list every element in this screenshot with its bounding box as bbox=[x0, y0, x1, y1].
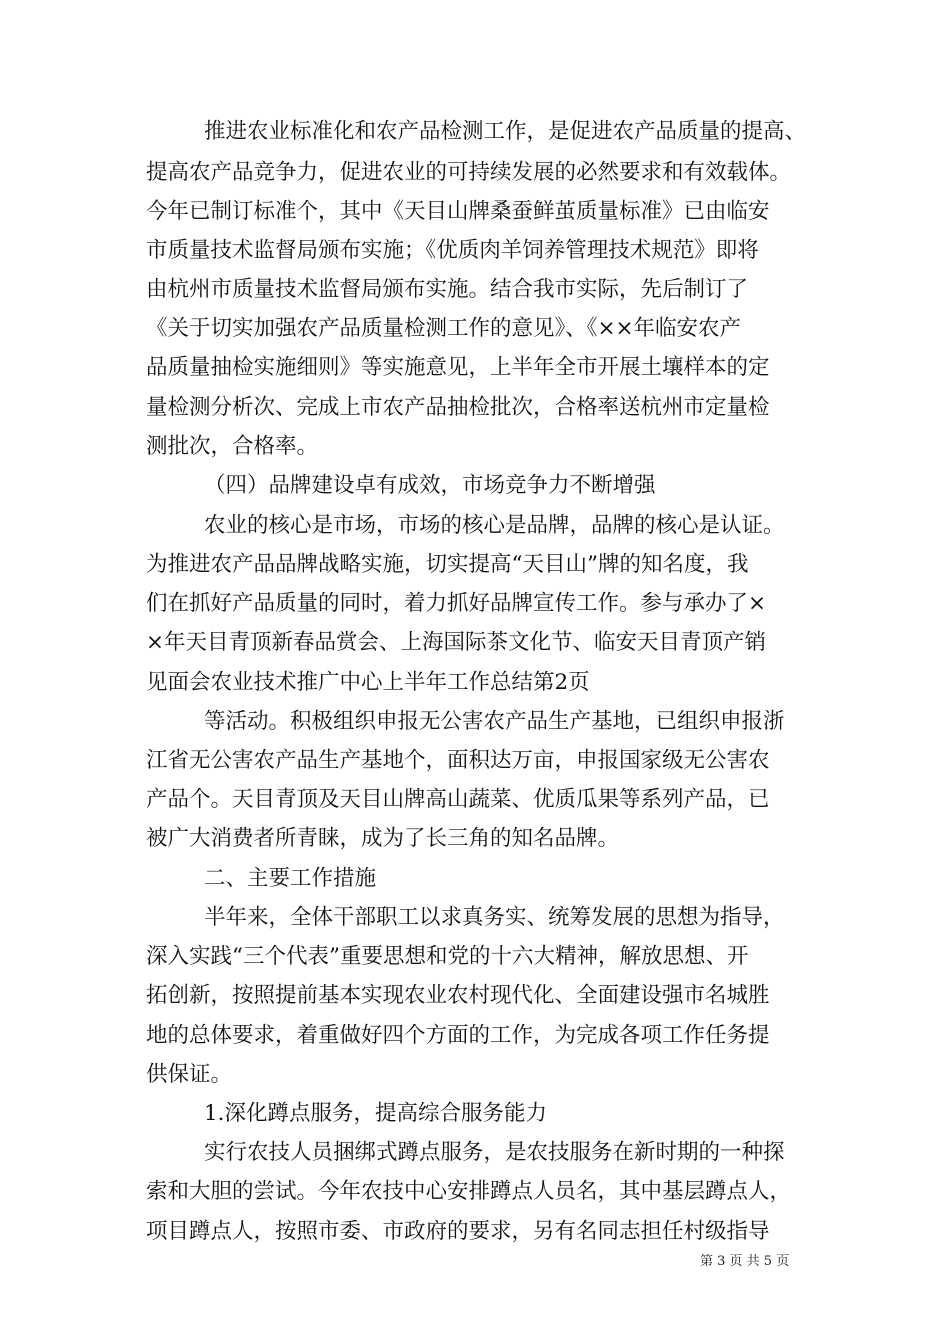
paragraph-line: 测批次，合格率。 bbox=[146, 434, 319, 459]
paragraph-line: 《关于切实加强农产品质量检测工作的意见》、《××年临安农产 bbox=[146, 316, 742, 341]
paragraph-line: 推进农业标准化和农产品检测工作，是促进农产品质量的提高、 bbox=[204, 119, 807, 144]
paragraph-line: 半年来，全体干部职工以求真务实、统筹发展的思想为指导， bbox=[204, 905, 785, 930]
paragraph-line: 们在抓好产品质量的同时，着力抓好品牌宣传工作。参与承办了× bbox=[146, 591, 767, 616]
paragraph-line: 市质量技术监督局颁布实施；《优质肉羊饲养管理技术规范》即将 bbox=[146, 238, 759, 263]
paragraph-line: 实行农技人员捆绑式蹲点服务，是农技服务在新时期的一种探 bbox=[204, 1140, 785, 1165]
paragraph-line: 农业的核心是市场，市场的核心是品牌，品牌的核心是认证。 bbox=[204, 513, 785, 538]
section-heading: （四）品牌建设卓有成效，市场竞争力不断增强 bbox=[204, 473, 656, 498]
paragraph-line: 索和大胆的尝试。今年农技中心安排蹲点人员名，其中基层蹲点人， bbox=[146, 1179, 792, 1204]
section-heading: 1.深化蹲点服务，提高综合服务能力 bbox=[204, 1101, 548, 1126]
paragraph-line: ×年天目青顶新春品赏会、上海国际茶文化节、临安天目青顶产销 bbox=[146, 630, 767, 655]
paragraph-line: 提高农产品竞争力，促进农业的可持续发展的必然要求和有效载体。 bbox=[146, 160, 792, 185]
paragraph-line: 量检测分析次、完成上市农产品抽检批次，合格率送杭州市定量检 bbox=[146, 395, 770, 420]
paragraph-line: 地的总体要求，着重做好四个方面的工作，为完成各项工作任务提 bbox=[146, 1023, 770, 1048]
paragraph-line: 由杭州市质量技术监督局颁布实施。结合我市实际，先后制订了 bbox=[146, 277, 749, 302]
paragraph-line: 深入实践“三个代表”重要思想和党的十六大精神，解放思想、开 bbox=[146, 944, 749, 969]
page-number: 第 3 页 共 5 页 bbox=[700, 1254, 790, 1269]
paragraph-line: 江省无公害农产品生产基地个，面积达万亩，申报国家级无公害农 bbox=[146, 748, 770, 773]
paragraph-line: 供保证。 bbox=[146, 1062, 233, 1087]
section-heading: 二、主要工作措施 bbox=[204, 866, 377, 891]
paragraph-line: 产品个。天目青顶及天目山牌高山蔬菜、优质瓜果等系列产品，已 bbox=[146, 787, 770, 812]
paragraph-line: 为推进农产品品牌战略实施，切实提高“天目山”牌的知名度，我 bbox=[146, 552, 749, 577]
paragraph-line: 被广大消费者所青睐，成为了长三角的知名品牌。 bbox=[146, 826, 620, 851]
paragraph-line: 品质量抽检实施细则》等实施意见，上半年全市开展土壤样本的定 bbox=[146, 355, 770, 380]
paragraph-line: 项目蹲点人，按照市委、市政府的要求，另有名同志担任村级指导 bbox=[146, 1219, 770, 1244]
paragraph-line: 见面会农业技术推广中心上半年工作总结第2页 bbox=[146, 670, 590, 695]
paragraph-line: 拓创新，按照提前基本实现农业农村现代化、全面建设强市名城胜 bbox=[146, 983, 770, 1008]
paragraph-line: 今年已制订标准个，其中《天目山牌桑蚕鲜茧质量标准》已由临安 bbox=[146, 199, 770, 224]
paragraph-line: 等活动。积极组织申报无公害农产品生产基地，已组织申报浙 bbox=[204, 709, 785, 734]
